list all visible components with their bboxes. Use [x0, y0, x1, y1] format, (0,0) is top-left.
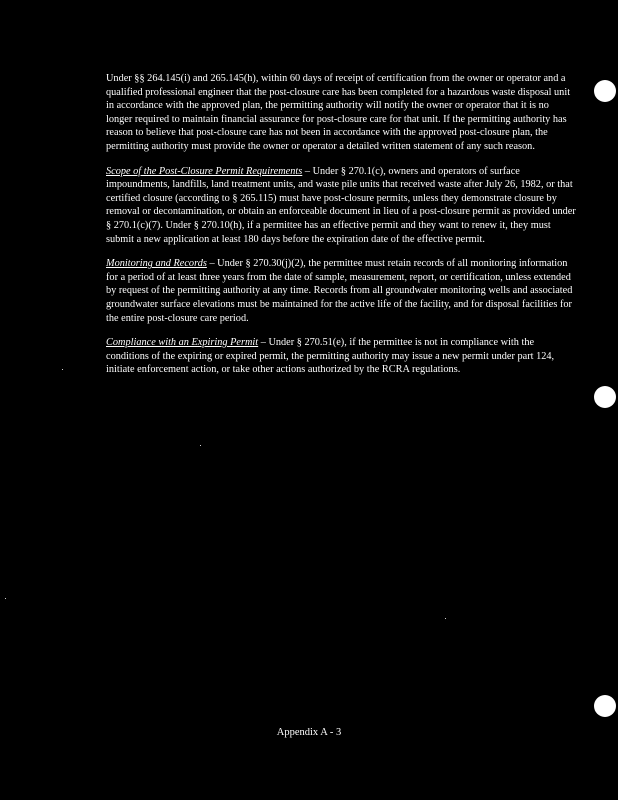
binder-hole-middle	[594, 386, 616, 408]
paragraph-heading-monitoring: Monitoring and Records	[106, 258, 207, 270]
document-body	[106, 72, 576, 388]
binder-hole-bottom	[594, 695, 616, 717]
paragraph-heading-compliance: Compliance with an Expiring Permit	[106, 337, 259, 349]
paragraph-text: – Under § 270.51(e), if the permittee is not in compliance with the conditions of the expiring or expired permit, the permitting authority may issue a new permit under part 124, initiate enforcement action, or take other actions authorized by the RCRA regulations.	[106, 337, 555, 376]
scan-speck	[5, 598, 6, 599]
scan-speck	[62, 369, 63, 370]
paragraph-post-closure-certification	[106, 72, 576, 154]
paragraph-compliance	[106, 336, 576, 377]
scan-speck	[445, 618, 446, 619]
paragraph-heading-scope: Scope of the Post-Closure Permit Requirements	[106, 165, 303, 177]
paragraph-text: Under §§ 264.145(i) and 265.145(h), within 60 days of receipt of certification from the owner or operator and a qualified professional engineer that the post-closure care has been completed for a hazardous waste disposal unit in accordance with the approved plan, the permitting authority will notify the owner or operator that it is no longer required to maintain financial assurance for post-closure care for that unit. If the permitting authority has reason to believe that post-closure care has not been in accordance with the approved post-closure plan, the permitting authority must provide the owner or operator a detailed written statement of any such reason.	[106, 73, 571, 152]
scan-speck	[200, 445, 201, 446]
paragraph-text: – Under § 270.1(c), owners and operators of surface impoundments, landfills, land treatment units, and waste pile units that received waste after July 26, 1982, or that certified closure (according to § 265.115) must have post-closure permits, unless they demonstrate closure by removal or decontamination, or obtain an enforceable document in lieu of a post-closure permit as provided under § 270.1(c)(7). Under § 270.10(h), if a permittee has an effective permit and they want to renew it, they must submit a new application at least 180 days before the expiration date of the effective permit.	[106, 165, 576, 245]
page-footer: Appendix A - 3	[276, 727, 342, 738]
paragraph-text: – Under § 270.30(j)(2), the permittee must retain records of all monitoring information for a period of at least three years from the date of sample, measurement, report, or certification, unless extended by request of the permitting authority at any time. Records from all groundwater monitoring wells and associated groundwater surface elevations must be maintained for the active life of the facility, and for disposal facilities for the entire post-closure care period.	[106, 258, 573, 324]
paragraph-monitoring	[106, 257, 576, 325]
paragraph-scope	[106, 165, 576, 247]
binder-hole-top	[594, 80, 616, 102]
